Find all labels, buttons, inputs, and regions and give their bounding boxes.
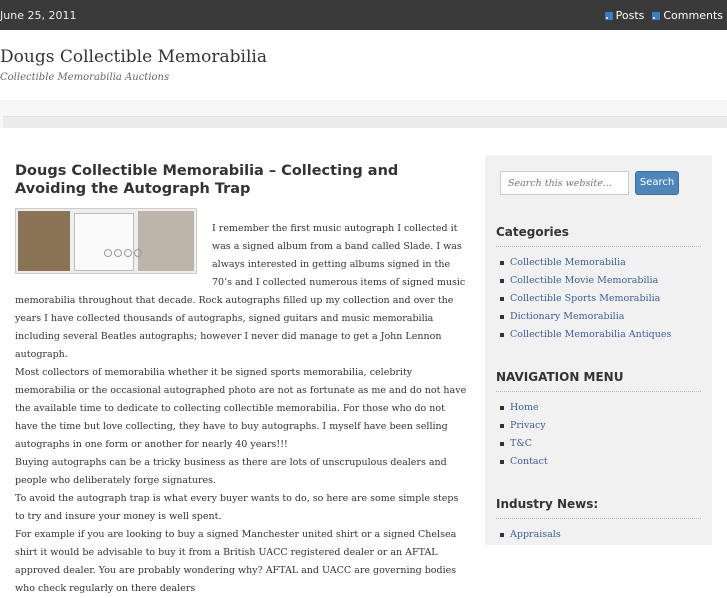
category-link[interactable]: Collectible Memorabilia <box>500 254 671 272</box>
top-bar <box>0 0 727 30</box>
industry-news-link[interactable]: Appraisals <box>500 526 561 544</box>
categories-heading: Categories <box>496 225 701 239</box>
post-image-clipping <box>18 211 70 271</box>
category-link[interactable]: Dictionary Memorabilia <box>500 308 671 326</box>
category-link[interactable]: Collectible Sports Memorabilia <box>500 290 671 308</box>
category-link[interactable]: Collectible Memorabilia Antiques <box>500 326 671 344</box>
navigation-list <box>500 399 548 471</box>
nav-bar <box>0 100 727 128</box>
category-link[interactable]: Collectible Movie Memorabilia <box>500 272 671 290</box>
comments-feed-link[interactable] <box>652 9 723 22</box>
site-description: Collectible Memorabilia Auctions <box>0 72 170 83</box>
post-image-page <box>74 213 134 271</box>
post-image-photo <box>138 211 194 271</box>
post-image <box>15 208 197 274</box>
search-button[interactable]: Search <box>635 171 679 195</box>
post-paragraph: I remember the first music autograph I collected it was a signed album from a band called Slade. I was always interested in getting albums signed in the 70’s and I collected numerous items of signed music memorabilia throughout that decade. Rock autographs filled up my collection and over the years I have collected thousands of autographs, signed guitars and music memorabilia including several Beatles autographs; however I never did manage to get a John Lennon autograph. <box>15 223 466 360</box>
post-title[interactable]: Dougs Collectible Memorabilia – Collecting and Avoiding the Autograph Trap <box>15 163 399 197</box>
post-paragraph: For example if you are looking to buy a signed Manchester united shirt or a signed Chelsea shirt it would be advisable to buy it from a British UACC registered dealer or an AFTAL approved dealer. You are probably wondering why? AFTAL and UACC are governing bodies who check regularly on there dealers <box>15 529 457 594</box>
industry-news-list <box>500 526 561 544</box>
current-date: June 25, 2011 <box>0 9 77 22</box>
nav-link-contact[interactable]: Contact <box>500 453 548 471</box>
nav-link-home[interactable]: Home <box>500 399 548 417</box>
comments-feed-label: Comments <box>663 9 723 22</box>
rss-icon <box>605 12 613 20</box>
site-title[interactable]: Dougs Collectible Memorabilia <box>0 47 267 67</box>
navigation-heading: NAVIGATION MENU <box>496 370 701 384</box>
post-paragraph: Buying autographs can be a tricky business as there are lots of unscrupulous dealers and people who deliberately forge signatures. <box>15 457 447 486</box>
post-body <box>15 220 470 598</box>
nav-bar-strip <box>3 116 727 128</box>
nav-link-privacy[interactable]: Privacy <box>500 417 548 435</box>
post-paragraph: To avoid the autograph trap is what every buyer wants to do, so here are some simple steps to try and insure your money is well spent. <box>15 493 459 522</box>
main-content <box>15 162 470 598</box>
industry-news-heading: Industry News: <box>496 497 701 511</box>
feed-links <box>605 9 723 22</box>
categories-list <box>500 254 671 344</box>
sidebar <box>485 155 712 545</box>
posts-feed-link[interactable] <box>605 9 645 22</box>
nav-link-terms[interactable]: T&C <box>500 435 548 453</box>
rss-icon <box>652 12 660 20</box>
post-image-circles <box>104 249 142 257</box>
search-input[interactable] <box>500 171 629 195</box>
posts-feed-label: Posts <box>615 9 645 22</box>
post-paragraph: Most collectors of memorabilia whether it be signed sports memorabilia, celebrity memorabilia or the occasional autographed photo are not as fortunate as me and do not have the available time to dedicate to collecting collectible memorabilia. For those who do not have the time but love collecting, they have to buy autographs. I myself have been selling autographs in one form or another for nearly 40 years!!! <box>15 367 467 450</box>
